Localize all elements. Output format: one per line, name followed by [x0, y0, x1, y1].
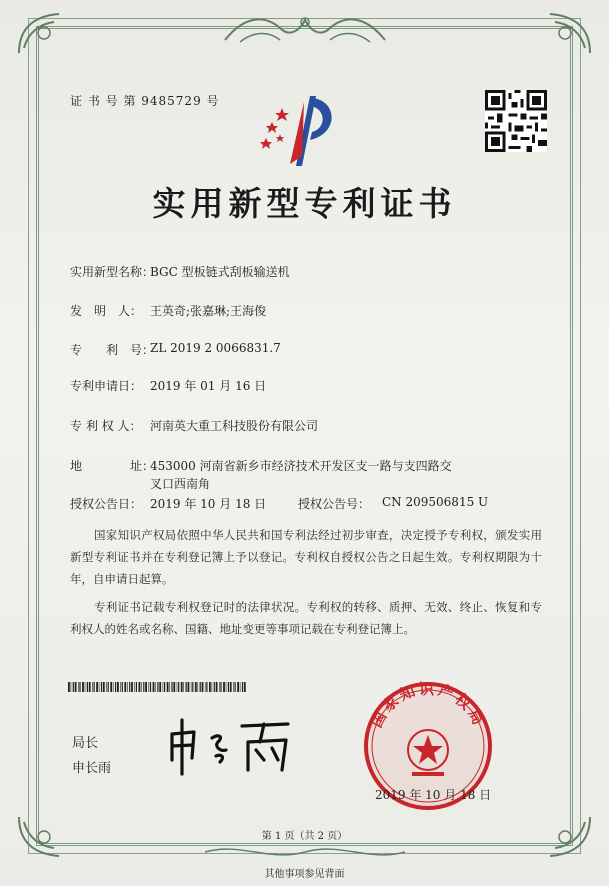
footer-note: 其他事项参见背面 [264, 869, 345, 880]
field-label-inventors: 发 明 人： [70, 304, 143, 318]
grant-date-label: 授权公告日： [70, 497, 143, 511]
field-value-address-line2: 叉口西南角 [150, 477, 211, 491]
top-ornament-icon [220, 10, 390, 50]
certificate-number: 证 书 号 第 9485729 号 [70, 94, 220, 108]
field-label-filing-date: 专利申请日： [70, 379, 143, 393]
grant-no-label: 授权公告号： [298, 497, 371, 511]
field-label-address: 地 址： [70, 459, 155, 473]
field-value-name: BGC 型板链式刮板输送机 [150, 265, 290, 279]
field-label-patentee: 专 利 权 人： [70, 419, 142, 433]
qr-code-icon [485, 90, 547, 152]
field-label-patent-no: 专 利 号： [70, 343, 155, 357]
field-value-inventors: 王英奇;张嘉琳;王海俊 [150, 304, 267, 318]
corner-ornament-tr-icon [535, 8, 595, 58]
cnipa-logo-icon [252, 88, 342, 168]
barcode-icon [68, 682, 248, 692]
signer-title: 局长 [72, 736, 99, 751]
signer-name: 申长雨 [72, 761, 112, 776]
bottom-ornament-icon [200, 842, 410, 862]
body-paragraph-1: 国家知识产权局依照中华人民共和国专利法经过初步审查，决定授予专利权，颁发实用新型专利证书并在专利登记簿上予以登记。专利权自授权公告之日起生效。专利权期限为十年，自申请日起算。 [70, 528, 542, 586]
svg-text:国家知识产权局: 国家知识产权局 [367, 680, 489, 731]
grant-no-value: CN 209506815 U [382, 495, 489, 509]
field-value-patentee: 河南英大重工科技股份有限公司 [150, 419, 319, 433]
grant-date-value: 2019 年 10 月 18 日 [150, 497, 267, 511]
page-indicator: 第 1 页（共 2 页） [261, 831, 348, 842]
field-value-address: 453000 河南省新乡市经济技术开发区支一路与支四路交 [150, 459, 452, 473]
field-value-patent-no: ZL 2019 2 0066831.7 [150, 341, 281, 355]
field-label-name: 实用新型名称： [70, 265, 155, 279]
body-paragraph-2: 专利证书记载专利权登记时的法律状况。专利权的转移、质押、无效、终止、恢复和专利权人的姓名或名称、国籍、地址变更等事项记载在专利登记簿上。 [70, 600, 542, 636]
seal-date: 2019 年 10 月 18 日 [375, 788, 492, 802]
certificate-title: 实用新型专利证书 [152, 184, 457, 223]
field-value-filing-date: 2019 年 01 月 16 日 [150, 379, 267, 393]
corner-ornament-tl-icon [14, 8, 74, 58]
handwritten-signature-icon [160, 712, 310, 782]
